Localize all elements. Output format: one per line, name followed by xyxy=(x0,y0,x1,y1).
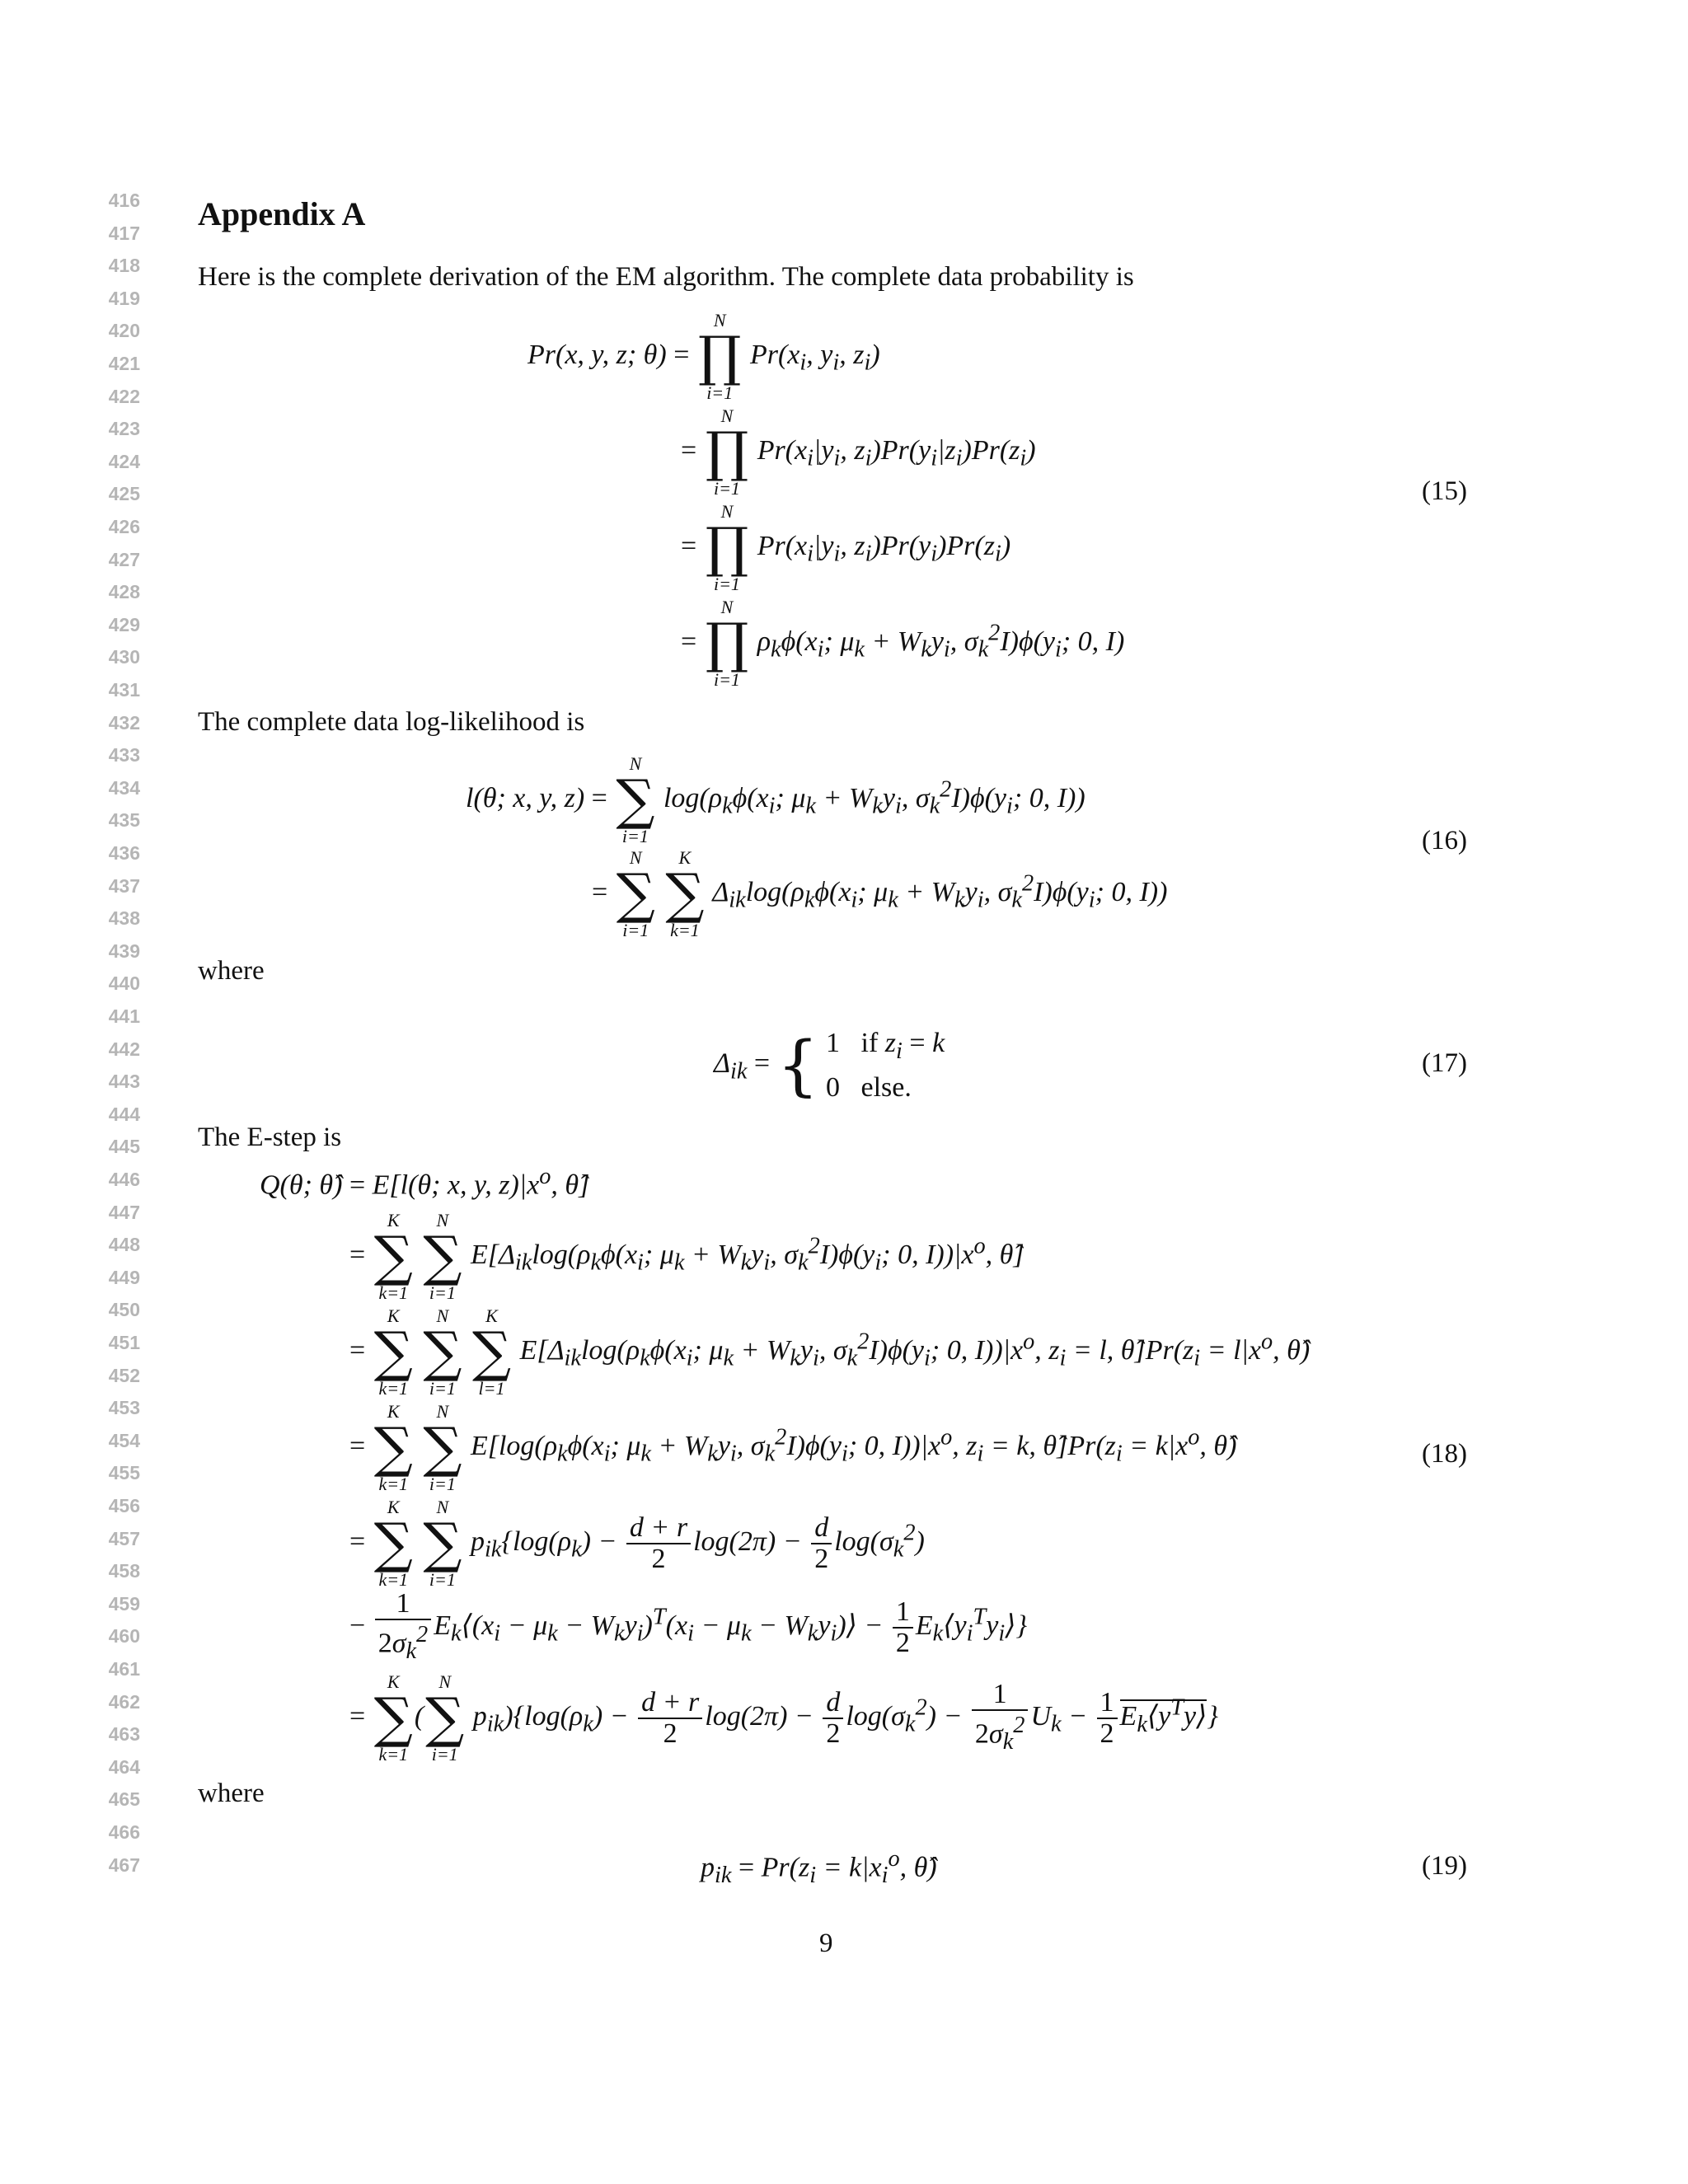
line-number: 443 xyxy=(108,1071,140,1093)
line-number: 462 xyxy=(108,1690,140,1713)
line-number: 461 xyxy=(108,1658,140,1680)
line-number: 466 xyxy=(108,1821,140,1843)
line-number: 430 xyxy=(108,646,140,668)
line-number: 459 xyxy=(108,1592,140,1615)
line-number: 464 xyxy=(108,1755,140,1778)
line-number: 440 xyxy=(108,972,140,995)
line-number: 420 xyxy=(108,320,140,342)
line-number: 425 xyxy=(108,483,140,505)
line-number: 436 xyxy=(108,842,140,864)
line-number: 457 xyxy=(108,1527,140,1549)
line-number: 418 xyxy=(108,255,140,277)
line-number: 438 xyxy=(108,907,140,930)
line-number: 456 xyxy=(108,1495,140,1516)
line-number: 454 xyxy=(108,1429,140,1451)
line-number: 453 xyxy=(108,1397,140,1419)
line-number: 426 xyxy=(108,516,140,537)
line-number: 441 xyxy=(108,1005,140,1027)
line-number: 429 xyxy=(108,613,140,635)
line-number: 458 xyxy=(108,1560,140,1582)
line-number: 446 xyxy=(108,1169,140,1190)
intro-paragraph: Here is the complete derivation of the EM algorithm. The complete data probability is xyxy=(198,262,1134,292)
line-number: 428 xyxy=(108,581,140,603)
line-number: 433 xyxy=(108,744,140,766)
line-number: 434 xyxy=(108,776,140,799)
line-number: 460 xyxy=(108,1625,140,1647)
line-number: 451 xyxy=(108,1332,140,1353)
line-number: 431 xyxy=(108,679,140,701)
line-number: 447 xyxy=(108,1201,140,1223)
where-paragraph-2: where xyxy=(198,1779,265,1808)
line-number: 437 xyxy=(108,874,140,897)
where-paragraph-1: where xyxy=(198,956,265,986)
line-number: 432 xyxy=(108,711,140,733)
line-number: 422 xyxy=(108,385,140,407)
line-number: 421 xyxy=(108,353,140,374)
equation-number-16: (16) xyxy=(1422,826,1467,855)
line-number: 439 xyxy=(108,940,140,962)
equation-number-17: (17) xyxy=(1422,1048,1467,1078)
line-number: 427 xyxy=(108,548,140,570)
estep-paragraph: The E-step is xyxy=(198,1122,342,1152)
line-number: 417 xyxy=(108,222,140,244)
line-number: 465 xyxy=(108,1788,140,1811)
line-number: 419 xyxy=(108,287,140,309)
line-number: 416 xyxy=(108,190,140,211)
line-number: 463 xyxy=(108,1723,140,1746)
line-number: 455 xyxy=(108,1462,140,1484)
line-number: 435 xyxy=(108,809,140,832)
loglik-paragraph: The complete data log-likelihood is xyxy=(198,707,585,737)
line-number: 467 xyxy=(108,1854,140,1876)
equation-number-18: (18) xyxy=(1422,1439,1467,1469)
line-number: 449 xyxy=(108,1266,140,1288)
line-number: 423 xyxy=(108,418,140,440)
equation-number-15: (15) xyxy=(1422,476,1467,506)
line-number: 452 xyxy=(108,1364,140,1386)
line-number: 442 xyxy=(108,1038,140,1060)
line-number: 450 xyxy=(108,1299,140,1321)
line-number: 445 xyxy=(108,1136,140,1158)
page-number: 9 xyxy=(819,1929,833,1958)
line-number: 448 xyxy=(108,1234,140,1256)
line-number: 424 xyxy=(108,450,140,472)
line-number: 444 xyxy=(108,1103,140,1125)
equation-number-19: (19) xyxy=(1422,1851,1467,1881)
appendix-heading: Appendix A xyxy=(198,195,366,232)
